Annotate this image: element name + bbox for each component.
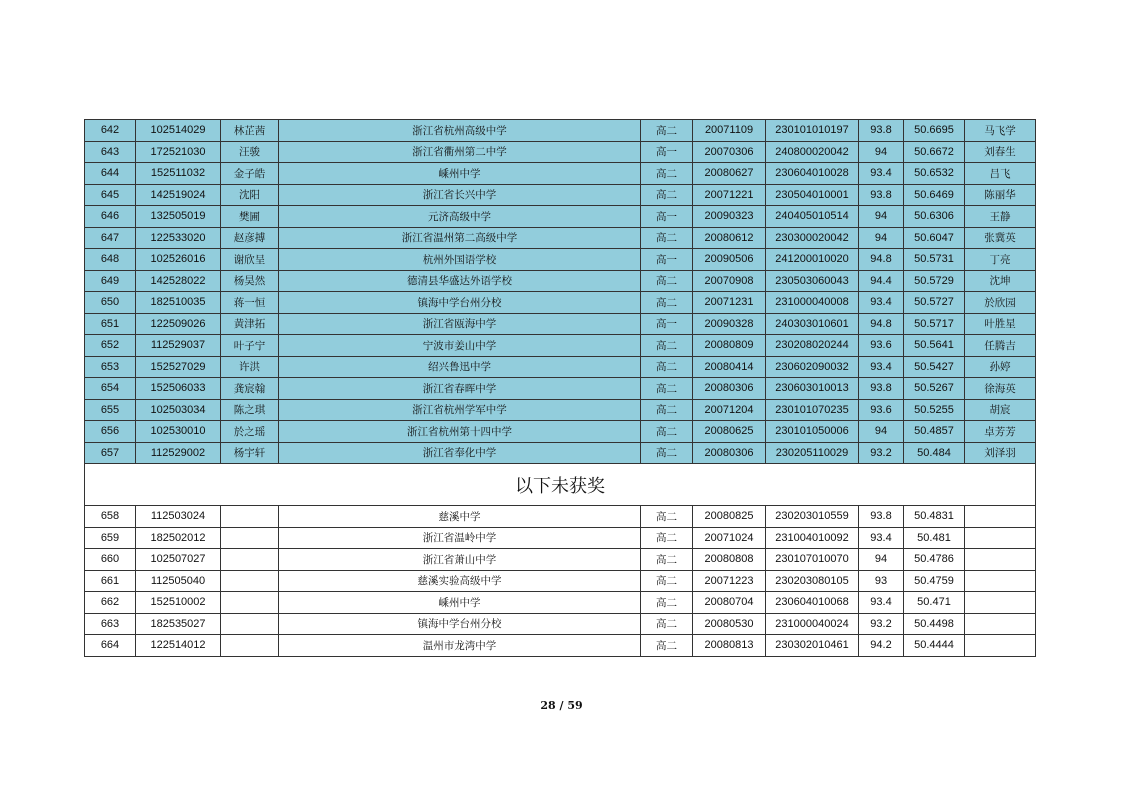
cell-name: 龚宸翰 [221,378,279,400]
table-row [85,141,1036,163]
cell-name: 许洪 [221,356,279,378]
table-row [85,292,1036,314]
cell-school: 浙江省萧山中学 [279,549,641,571]
cell-rank: 660 [85,549,136,571]
cell-date: 20071223 [693,570,766,592]
cell-teacher: 王静 [965,206,1036,228]
cell-rank: 642 [85,120,136,142]
cell-rank: 650 [85,292,136,314]
cell-school: 浙江省杭州第十四中学 [279,421,641,443]
non-award-rows [85,506,1036,657]
cell-school: 温州市龙湾中学 [279,635,641,657]
cell-teacher: 刘春生 [965,141,1036,163]
cell-code: 240303010601 [766,313,859,335]
cell-id: 132505019 [136,206,221,228]
cell-rank: 657 [85,442,136,464]
cell-grade: 高二 [641,335,693,357]
cell-school: 德清县华盛达外语学校 [279,270,641,292]
cell-grade: 高二 [641,527,693,549]
cell-id: 102514029 [136,120,221,142]
cell-score: 93.8 [859,120,904,142]
cell-score: 94.8 [859,313,904,335]
cell-id: 152506033 [136,378,221,400]
cell-score: 94 [859,141,904,163]
cell-id: 152511032 [136,163,221,185]
cell-total: 50.6695 [904,120,965,142]
table-row [85,527,1036,549]
cell-name: 樊圃 [221,206,279,228]
cell-school: 慈溪实验高级中学 [279,570,641,592]
cell-id: 102530010 [136,421,221,443]
cell-id: 142528022 [136,270,221,292]
cell-code: 230604010028 [766,163,859,185]
cell-name: 杨宇轩 [221,442,279,464]
table-row [85,227,1036,249]
cell-name [221,549,279,571]
cell-name: 蒋一恒 [221,292,279,314]
cell-grade: 高二 [641,421,693,443]
cell-score: 93.2 [859,442,904,464]
table-row [85,313,1036,335]
cell-id: 182535027 [136,613,221,635]
table-row [85,270,1036,292]
cell-id: 172521030 [136,141,221,163]
cell-name: 赵彦搏 [221,227,279,249]
table-row [85,592,1036,614]
cell-total: 50.5267 [904,378,965,400]
cell-total: 50.4831 [904,506,965,528]
cell-name: 叶子宁 [221,335,279,357]
cell-id: 102507027 [136,549,221,571]
table-row [85,506,1036,528]
cell-teacher: 张冀英 [965,227,1036,249]
cell-id: 142519024 [136,184,221,206]
cell-grade: 高二 [641,378,693,400]
cell-teacher [965,635,1036,657]
cell-code: 241200010020 [766,249,859,271]
cell-total: 50.4759 [904,570,965,592]
cell-name [221,570,279,592]
cell-teacher: 刘泽羽 [965,442,1036,464]
cell-date: 20071109 [693,120,766,142]
cell-score: 93.4 [859,292,904,314]
cell-date: 20090506 [693,249,766,271]
cell-date: 20090328 [693,313,766,335]
cell-name: 谢欣呈 [221,249,279,271]
cell-date: 20090323 [693,206,766,228]
cell-school: 浙江省奉化中学 [279,442,641,464]
cell-grade: 高二 [641,120,693,142]
cell-date: 20071204 [693,399,766,421]
award-rows [85,120,1036,464]
cell-name [221,635,279,657]
cell-score: 93.4 [859,163,904,185]
cell-date: 20080809 [693,335,766,357]
cell-date: 20071221 [693,184,766,206]
cell-rank: 654 [85,378,136,400]
cell-school: 镇海中学台州分校 [279,613,641,635]
cell-date: 20070908 [693,270,766,292]
separator-label: 以下未获奖 [85,464,1036,506]
cell-school: 嵊州中学 [279,592,641,614]
cell-code: 240800020042 [766,141,859,163]
cell-total: 50.4857 [904,421,965,443]
cell-rank: 653 [85,356,136,378]
cell-total: 50.5427 [904,356,965,378]
cell-teacher: 卓芳芳 [965,421,1036,443]
cell-grade: 高二 [641,184,693,206]
cell-school: 浙江省温州第二高级中学 [279,227,641,249]
cell-code: 230503060043 [766,270,859,292]
cell-code: 230203080105 [766,570,859,592]
cell-rank: 661 [85,570,136,592]
cell-id: 122514012 [136,635,221,657]
cell-school: 浙江省长兴中学 [279,184,641,206]
cell-teacher: 沈坤 [965,270,1036,292]
cell-total: 50.4444 [904,635,965,657]
cell-teacher: 任腾吉 [965,335,1036,357]
cell-score: 94 [859,549,904,571]
table-row [85,249,1036,271]
cell-code: 230603010013 [766,378,859,400]
cell-teacher [965,592,1036,614]
cell-teacher: 叶胜星 [965,313,1036,335]
table-row [85,206,1036,228]
cell-code: 240405010514 [766,206,859,228]
cell-grade: 高二 [641,506,693,528]
cell-code: 231000040024 [766,613,859,635]
cell-total: 50.6672 [904,141,965,163]
cell-school: 慈溪中学 [279,506,641,528]
cell-grade: 高二 [641,292,693,314]
cell-grade: 高二 [641,635,693,657]
table-row [85,184,1036,206]
cell-teacher [965,549,1036,571]
cell-school: 浙江省衢州第二中学 [279,141,641,163]
cell-school: 浙江省春晖中学 [279,378,641,400]
table-row [85,335,1036,357]
cell-grade: 高一 [641,313,693,335]
cell-total: 50.4786 [904,549,965,571]
cell-rank: 656 [85,421,136,443]
table-row [85,399,1036,421]
cell-rank: 655 [85,399,136,421]
cell-total: 50.4498 [904,613,965,635]
cell-grade: 高一 [641,206,693,228]
cell-total: 50.5717 [904,313,965,335]
cell-id: 152527029 [136,356,221,378]
cell-grade: 高二 [641,442,693,464]
cell-name [221,613,279,635]
cell-date: 20070306 [693,141,766,163]
cell-total: 50.6532 [904,163,965,185]
cell-grade: 高二 [641,570,693,592]
cell-grade: 高二 [641,356,693,378]
cell-school: 镇海中学台州分校 [279,292,641,314]
cell-code: 231000040008 [766,292,859,314]
cell-rank: 646 [85,206,136,228]
cell-grade: 高一 [641,141,693,163]
cell-grade: 高二 [641,592,693,614]
cell-id: 122509026 [136,313,221,335]
cell-code: 230203010559 [766,506,859,528]
cell-teacher: 丁亮 [965,249,1036,271]
cell-score: 93.2 [859,613,904,635]
page-number: 28 / 59 [540,699,583,712]
cell-code: 230205110029 [766,442,859,464]
cell-rank: 652 [85,335,136,357]
cell-total: 50.471 [904,592,965,614]
cell-teacher [965,527,1036,549]
cell-school: 浙江省瓯海中学 [279,313,641,335]
cell-score: 94 [859,421,904,443]
cell-id: 182502012 [136,527,221,549]
table-row [85,549,1036,571]
cell-total: 50.5727 [904,292,965,314]
table-row [85,421,1036,443]
cell-teacher [965,570,1036,592]
cell-score: 93.6 [859,399,904,421]
cell-code: 230302010461 [766,635,859,657]
cell-date: 20080625 [693,421,766,443]
cell-name: 黄津拓 [221,313,279,335]
results-table [84,119,1036,657]
cell-name [221,527,279,549]
cell-score: 94.8 [859,249,904,271]
cell-rank: 659 [85,527,136,549]
cell-rank: 649 [85,270,136,292]
cell-rank: 648 [85,249,136,271]
cell-teacher: 徐海英 [965,378,1036,400]
cell-total: 50.5255 [904,399,965,421]
cell-id: 182510035 [136,292,221,314]
cell-grade: 高二 [641,270,693,292]
cell-grade: 高二 [641,163,693,185]
cell-grade: 高二 [641,549,693,571]
cell-total: 50.484 [904,442,965,464]
cell-date: 20080306 [693,442,766,464]
cell-code: 230602090032 [766,356,859,378]
cell-school: 浙江省杭州学军中学 [279,399,641,421]
cell-rank: 651 [85,313,136,335]
cell-total: 50.5731 [904,249,965,271]
cell-name: 林芷茜 [221,120,279,142]
cell-teacher: 吕飞 [965,163,1036,185]
cell-total: 50.481 [904,527,965,549]
cell-teacher: 孙婷 [965,356,1036,378]
cell-code: 230604010068 [766,592,859,614]
cell-grade: 高一 [641,249,693,271]
table-row [85,635,1036,657]
cell-date: 20080813 [693,635,766,657]
cell-score: 94.2 [859,635,904,657]
cell-name [221,506,279,528]
cell-name: 於之瑶 [221,421,279,443]
cell-score: 93.8 [859,506,904,528]
cell-date: 20080612 [693,227,766,249]
cell-id: 112529037 [136,335,221,357]
cell-date: 20080306 [693,378,766,400]
table-row [85,120,1036,142]
cell-rank: 663 [85,613,136,635]
cell-name: 沈阳 [221,184,279,206]
cell-rank: 644 [85,163,136,185]
cell-school: 嵊州中学 [279,163,641,185]
cell-school: 浙江省杭州高级中学 [279,120,641,142]
cell-score: 93.4 [859,592,904,614]
cell-total: 50.6306 [904,206,965,228]
cell-id: 122533020 [136,227,221,249]
cell-score: 93.4 [859,356,904,378]
cell-code: 230300020042 [766,227,859,249]
table-row [85,378,1036,400]
cell-score: 94 [859,206,904,228]
cell-teacher [965,613,1036,635]
table-row [85,163,1036,185]
cell-name: 汪骏 [221,141,279,163]
cell-id: 112503024 [136,506,221,528]
cell-code: 231004010092 [766,527,859,549]
cell-score: 93.4 [859,527,904,549]
cell-score: 94 [859,227,904,249]
cell-code: 230101010197 [766,120,859,142]
cell-id: 102526016 [136,249,221,271]
cell-school: 绍兴鲁迅中学 [279,356,641,378]
cell-total: 50.5729 [904,270,965,292]
cell-teacher: 於欣园 [965,292,1036,314]
cell-score: 93.8 [859,184,904,206]
cell-date: 20071231 [693,292,766,314]
cell-rank: 645 [85,184,136,206]
cell-date: 20080808 [693,549,766,571]
cell-teacher: 陈丽华 [965,184,1036,206]
cell-name [221,592,279,614]
cell-teacher: 胡宸 [965,399,1036,421]
cell-code: 230101050006 [766,421,859,443]
cell-score: 94.4 [859,270,904,292]
cell-school: 宁波市姜山中学 [279,335,641,357]
cell-code: 230504010001 [766,184,859,206]
cell-code: 230107010070 [766,549,859,571]
cell-id: 152510002 [136,592,221,614]
cell-name: 金子皓 [221,163,279,185]
cell-grade: 高二 [641,613,693,635]
cell-rank: 643 [85,141,136,163]
table-row [85,442,1036,464]
separator-section [85,464,1036,506]
table-row [85,356,1036,378]
table-row [85,613,1036,635]
cell-total: 50.6047 [904,227,965,249]
cell-date: 20080627 [693,163,766,185]
cell-grade: 高二 [641,227,693,249]
cell-name: 杨昊然 [221,270,279,292]
cell-id: 102503034 [136,399,221,421]
cell-date: 20080530 [693,613,766,635]
cell-rank: 647 [85,227,136,249]
cell-grade: 高二 [641,399,693,421]
cell-score: 93 [859,570,904,592]
cell-code: 230208020244 [766,335,859,357]
cell-name: 陈之琪 [221,399,279,421]
cell-id: 112529002 [136,442,221,464]
cell-school: 浙江省温岭中学 [279,527,641,549]
cell-school: 杭州外国语学校 [279,249,641,271]
cell-score: 93.8 [859,378,904,400]
cell-school: 元济高级中学 [279,206,641,228]
cell-date: 20080825 [693,506,766,528]
cell-date: 20080704 [693,592,766,614]
cell-teacher [965,506,1036,528]
separator-row [85,464,1036,506]
table-row [85,570,1036,592]
cell-rank: 664 [85,635,136,657]
cell-total: 50.6469 [904,184,965,206]
cell-date: 20080414 [693,356,766,378]
cell-rank: 658 [85,506,136,528]
cell-score: 93.6 [859,335,904,357]
cell-id: 112505040 [136,570,221,592]
cell-date: 20071024 [693,527,766,549]
cell-rank: 662 [85,592,136,614]
cell-total: 50.5641 [904,335,965,357]
cell-teacher: 马飞学 [965,120,1036,142]
cell-code: 230101070235 [766,399,859,421]
